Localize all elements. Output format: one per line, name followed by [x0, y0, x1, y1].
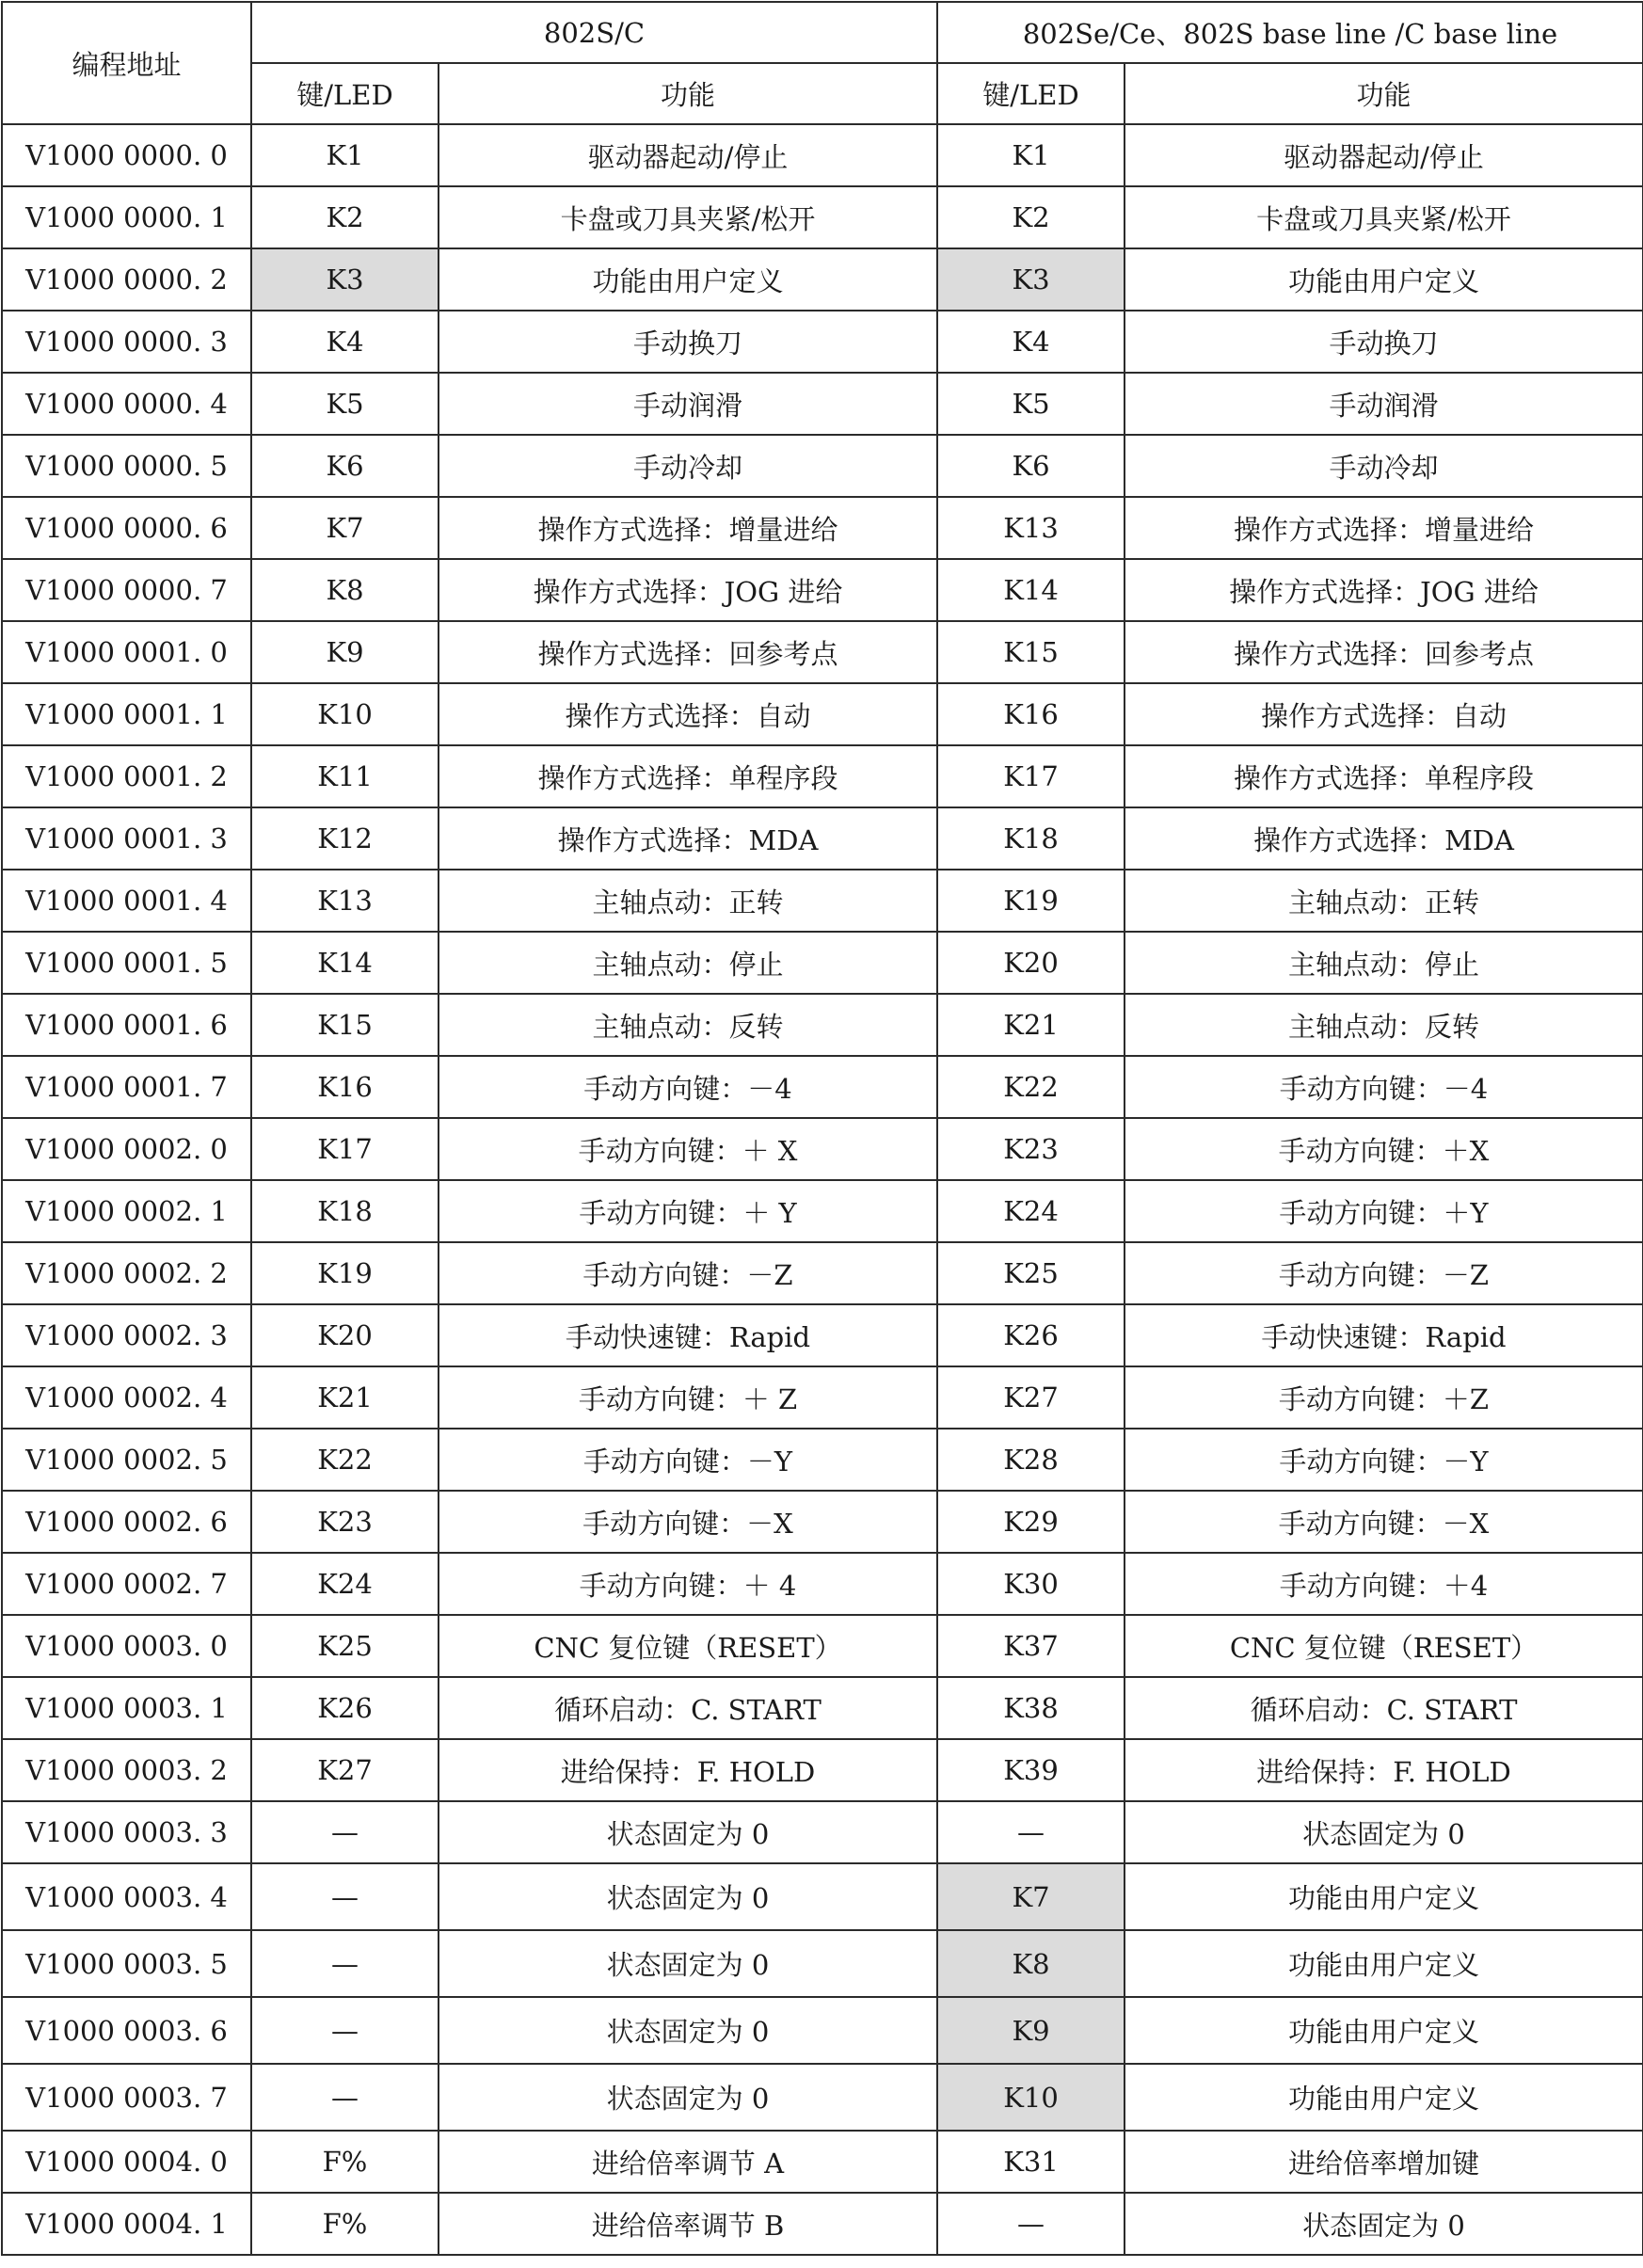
- address-cell: V1000 0004. 0: [2, 2131, 251, 2193]
- function-b-cell: 操作方式选择：自动: [1125, 683, 1643, 745]
- table-row: [2, 2131, 1643, 2193]
- function-a-cell: 操作方式选择：单程序段: [439, 745, 937, 807]
- key-led-b-cell: —: [937, 2193, 1125, 2255]
- key-led-b-cell: K23: [937, 1118, 1125, 1180]
- function-b-cell: 状态固定为 0: [1125, 1801, 1643, 1863]
- key-led-a-cell: —: [251, 1863, 439, 1930]
- function-b-cell: 主轴点动：正转: [1125, 870, 1643, 932]
- function-b-cell: 卡盘或刀具夹紧/松开: [1125, 186, 1643, 248]
- address-cell: V1000 0003. 2: [2, 1739, 251, 1801]
- function-a-cell: 手动润滑: [439, 373, 937, 435]
- table-row: [2, 435, 1643, 497]
- key-led-b-cell: K21: [937, 994, 1125, 1056]
- table-row: [2, 1242, 1643, 1304]
- table-row: [2, 1118, 1643, 1180]
- address-cell: V1000 0001. 4: [2, 870, 251, 932]
- key-led-a-cell: —: [251, 1930, 439, 1997]
- function-a-cell: 进给保持：F. HOLD: [439, 1739, 937, 1801]
- key-led-b-cell: K28: [937, 1429, 1125, 1491]
- table-row: [2, 1553, 1643, 1615]
- key-led-b-cell: K25: [937, 1242, 1125, 1304]
- table-row: [2, 1180, 1643, 1242]
- function-b-cell: 驱动器起动/停止: [1125, 124, 1643, 186]
- key-led-a-cell: K23: [251, 1491, 439, 1553]
- function-b-cell: 操作方式选择：增量进给: [1125, 497, 1643, 559]
- function-b-cell: CNC 复位键（RESET）: [1125, 1615, 1643, 1677]
- address-cell: V1000 0002. 5: [2, 1429, 251, 1491]
- table-row: [2, 1429, 1643, 1491]
- address-cell: V1000 0001. 5: [2, 932, 251, 994]
- address-cell: V1000 0002. 4: [2, 1366, 251, 1429]
- function-b-cell: 手动换刀: [1125, 311, 1643, 373]
- table-row: [2, 2064, 1643, 2131]
- function-a-cell: 操作方式选择：JOG 进给: [439, 559, 937, 621]
- key-led-b-cell: K17: [937, 745, 1125, 807]
- key-led-b-cell: K13: [937, 497, 1125, 559]
- address-cell: V1000 0000. 0: [2, 124, 251, 186]
- key-led-b-cell: K9: [937, 1997, 1125, 2064]
- address-cell: V1000 0000. 2: [2, 248, 251, 311]
- address-cell: V1000 0003. 3: [2, 1801, 251, 1863]
- header-function-b: 功能: [1125, 63, 1643, 124]
- header-function-a: 功能: [439, 63, 937, 124]
- key-led-b-cell: K19: [937, 870, 1125, 932]
- key-led-b-cell: —: [937, 1801, 1125, 1863]
- function-a-cell: 状态固定为 0: [439, 2064, 937, 2131]
- table-row: [2, 1997, 1643, 2064]
- key-led-a-cell: K21: [251, 1366, 439, 1429]
- table-row: [2, 870, 1643, 932]
- address-cell: V1000 0000. 1: [2, 186, 251, 248]
- table-row: [2, 932, 1643, 994]
- address-cell: V1000 0001. 1: [2, 683, 251, 745]
- key-led-a-cell: K7: [251, 497, 439, 559]
- function-b-cell: 手动方向键：＋4: [1125, 1553, 1643, 1615]
- key-led-b-cell: K26: [937, 1304, 1125, 1366]
- key-led-a-cell: K12: [251, 807, 439, 870]
- function-b-cell: 操作方式选择：JOG 进给: [1125, 559, 1643, 621]
- key-led-a-cell: K19: [251, 1242, 439, 1304]
- key-led-b-cell: K37: [937, 1615, 1125, 1677]
- address-cell: V1000 0002. 1: [2, 1180, 251, 1242]
- address-cell: V1000 0001. 0: [2, 621, 251, 683]
- function-a-cell: 进给倍率调节 B: [439, 2193, 937, 2255]
- function-a-cell: 进给倍率调节 A: [439, 2131, 937, 2193]
- function-a-cell: 手动冷却: [439, 435, 937, 497]
- table-row: [2, 311, 1643, 373]
- function-b-cell: 功能由用户定义: [1125, 2064, 1643, 2131]
- header-key-led-a: 键/LED: [251, 63, 439, 124]
- header-group-b: 802Se/Ce、802S base line /C base line: [937, 2, 1643, 63]
- key-led-a-cell: K25: [251, 1615, 439, 1677]
- key-led-b-cell: K2: [937, 186, 1125, 248]
- function-b-cell: 主轴点动：停止: [1125, 932, 1643, 994]
- key-led-a-cell: —: [251, 1997, 439, 2064]
- function-a-cell: 手动方向键：＋ X: [439, 1118, 937, 1180]
- key-led-a-cell: —: [251, 1801, 439, 1863]
- address-cell: V1000 0002. 3: [2, 1304, 251, 1366]
- function-b-cell: 手动方向键：＋Z: [1125, 1366, 1643, 1429]
- table-row: [2, 1491, 1643, 1553]
- header-address: 编程地址: [2, 2, 251, 124]
- address-cell: V1000 0000. 3: [2, 311, 251, 373]
- key-led-a-cell: K13: [251, 870, 439, 932]
- key-led-b-cell: K38: [937, 1677, 1125, 1739]
- table-header: [2, 2, 1643, 124]
- table-row: [2, 1801, 1643, 1863]
- key-led-a-cell: K14: [251, 932, 439, 994]
- key-led-a-cell: K17: [251, 1118, 439, 1180]
- key-led-b-cell: K6: [937, 435, 1125, 497]
- header-row-1: [2, 2, 1643, 63]
- key-led-b-cell: K39: [937, 1739, 1125, 1801]
- address-cell: V1000 0003. 6: [2, 1997, 251, 2064]
- header-group-a: 802S/C: [251, 2, 937, 63]
- address-cell: V1000 0000. 6: [2, 497, 251, 559]
- function-b-cell: 功能由用户定义: [1125, 1930, 1643, 1997]
- table-row: [2, 1677, 1643, 1739]
- function-a-cell: 手动快速键：Rapid: [439, 1304, 937, 1366]
- function-a-cell: 手动方向键：－Z: [439, 1242, 937, 1304]
- address-cell: V1000 0001. 6: [2, 994, 251, 1056]
- function-a-cell: 手动方向键：－4: [439, 1056, 937, 1118]
- function-a-cell: 状态固定为 0: [439, 1801, 937, 1863]
- function-a-cell: 手动方向键：－X: [439, 1491, 937, 1553]
- function-a-cell: 手动换刀: [439, 311, 937, 373]
- address-cell: V1000 0001. 2: [2, 745, 251, 807]
- key-led-b-cell: K3: [937, 248, 1125, 311]
- key-led-b-cell: K8: [937, 1930, 1125, 1997]
- address-cell: V1000 0003. 0: [2, 1615, 251, 1677]
- key-led-a-cell: K4: [251, 311, 439, 373]
- function-a-cell: 状态固定为 0: [439, 1997, 937, 2064]
- function-a-cell: CNC 复位键（RESET）: [439, 1615, 937, 1677]
- key-led-b-cell: K7: [937, 1863, 1125, 1930]
- key-led-a-cell: K16: [251, 1056, 439, 1118]
- table-row: [2, 1056, 1643, 1118]
- table-row: [2, 1366, 1643, 1429]
- key-led-b-cell: K27: [937, 1366, 1125, 1429]
- function-a-cell: 操作方式选择：增量进给: [439, 497, 937, 559]
- function-b-cell: 进给保持：F. HOLD: [1125, 1739, 1643, 1801]
- function-a-cell: 功能由用户定义: [439, 248, 937, 311]
- table-row: [2, 745, 1643, 807]
- table-row: [2, 248, 1643, 311]
- table-row: [2, 559, 1643, 621]
- key-led-b-cell: K22: [937, 1056, 1125, 1118]
- function-a-cell: 驱动器起动/停止: [439, 124, 937, 186]
- key-led-a-cell: K15: [251, 994, 439, 1056]
- function-b-cell: 手动冷却: [1125, 435, 1643, 497]
- address-cell: V1000 0002. 7: [2, 1553, 251, 1615]
- key-led-a-cell: K9: [251, 621, 439, 683]
- address-cell: V1000 0002. 0: [2, 1118, 251, 1180]
- key-led-a-cell: K6: [251, 435, 439, 497]
- function-a-cell: 操作方式选择：回参考点: [439, 621, 937, 683]
- function-a-cell: 手动方向键：＋ Y: [439, 1180, 937, 1242]
- table-row: [2, 124, 1643, 186]
- table-row: [2, 1304, 1643, 1366]
- table-row: [2, 1930, 1643, 1997]
- table-row: [2, 807, 1643, 870]
- function-b-cell: 操作方式选择：单程序段: [1125, 745, 1643, 807]
- table-body: [2, 124, 1643, 2255]
- function-a-cell: 状态固定为 0: [439, 1863, 937, 1930]
- function-a-cell: 主轴点动：反转: [439, 994, 937, 1056]
- key-led-b-cell: K31: [937, 2131, 1125, 2193]
- address-cell: V1000 0000. 4: [2, 373, 251, 435]
- table-row: [2, 2193, 1643, 2255]
- key-led-a-cell: K8: [251, 559, 439, 621]
- key-led-a-cell: K5: [251, 373, 439, 435]
- function-b-cell: 手动润滑: [1125, 373, 1643, 435]
- key-led-a-cell: K27: [251, 1739, 439, 1801]
- function-b-cell: 主轴点动：反转: [1125, 994, 1643, 1056]
- function-b-cell: 手动方向键：－Z: [1125, 1242, 1643, 1304]
- key-led-b-cell: K15: [937, 621, 1125, 683]
- key-led-a-cell: K3: [251, 248, 439, 311]
- key-led-a-cell: K20: [251, 1304, 439, 1366]
- function-b-cell: 循环启动：C. START: [1125, 1677, 1643, 1739]
- table-row: [2, 1863, 1643, 1930]
- function-b-cell: 功能由用户定义: [1125, 1997, 1643, 2064]
- function-b-cell: 状态固定为 0: [1125, 2193, 1643, 2255]
- function-b-cell: 手动方向键：＋X: [1125, 1118, 1643, 1180]
- function-b-cell: 功能由用户定义: [1125, 1863, 1643, 1930]
- function-a-cell: 循环启动：C. START: [439, 1677, 937, 1739]
- function-a-cell: 操作方式选择：自动: [439, 683, 937, 745]
- table-row: [2, 1739, 1643, 1801]
- function-b-cell: 手动方向键：－Y: [1125, 1429, 1643, 1491]
- key-led-b-cell: K20: [937, 932, 1125, 994]
- function-b-cell: 操作方式选择：回参考点: [1125, 621, 1643, 683]
- function-b-cell: 手动方向键：＋Y: [1125, 1180, 1643, 1242]
- function-b-cell: 手动快速键：Rapid: [1125, 1304, 1643, 1366]
- key-led-a-cell: K24: [251, 1553, 439, 1615]
- function-b-cell: 功能由用户定义: [1125, 248, 1643, 311]
- function-b-cell: 手动方向键：－4: [1125, 1056, 1643, 1118]
- function-a-cell: 状态固定为 0: [439, 1930, 937, 1997]
- function-a-cell: 卡盘或刀具夹紧/松开: [439, 186, 937, 248]
- key-led-b-cell: K18: [937, 807, 1125, 870]
- key-led-b-cell: K1: [937, 124, 1125, 186]
- table-row: [2, 186, 1643, 248]
- table-row: [2, 1615, 1643, 1677]
- function-b-cell: 手动方向键：－X: [1125, 1491, 1643, 1553]
- table-row: [2, 373, 1643, 435]
- address-cell: V1000 0003. 5: [2, 1930, 251, 1997]
- function-a-cell: 手动方向键：－Y: [439, 1429, 937, 1491]
- key-led-b-cell: K24: [937, 1180, 1125, 1242]
- address-cell: V1000 0003. 1: [2, 1677, 251, 1739]
- address-mapping-table: [1, 1, 1643, 2256]
- key-led-b-cell: K29: [937, 1491, 1125, 1553]
- key-led-b-cell: K16: [937, 683, 1125, 745]
- key-led-a-cell: K26: [251, 1677, 439, 1739]
- address-cell: V1000 0002. 2: [2, 1242, 251, 1304]
- address-cell: V1000 0002. 6: [2, 1491, 251, 1553]
- header-key-led-b: 键/LED: [937, 63, 1125, 124]
- function-b-cell: 操作方式选择：MDA: [1125, 807, 1643, 870]
- key-led-b-cell: K14: [937, 559, 1125, 621]
- key-led-a-cell: K2: [251, 186, 439, 248]
- table-row: [2, 497, 1643, 559]
- function-a-cell: 操作方式选择：MDA: [439, 807, 937, 870]
- table-row: [2, 683, 1643, 745]
- address-cell: V1000 0000. 7: [2, 559, 251, 621]
- address-cell: V1000 0003. 7: [2, 2064, 251, 2131]
- function-a-cell: 主轴点动：停止: [439, 932, 937, 994]
- function-a-cell: 手动方向键：＋ 4: [439, 1553, 937, 1615]
- key-led-b-cell: K4: [937, 311, 1125, 373]
- function-b-cell: 进给倍率增加键: [1125, 2131, 1643, 2193]
- address-cell: V1000 0003. 4: [2, 1863, 251, 1930]
- function-a-cell: 手动方向键：＋ Z: [439, 1366, 937, 1429]
- key-led-a-cell: K1: [251, 124, 439, 186]
- table-row: [2, 994, 1643, 1056]
- table-row: [2, 621, 1643, 683]
- key-led-b-cell: K30: [937, 1553, 1125, 1615]
- address-cell: V1000 0001. 3: [2, 807, 251, 870]
- address-cell: V1000 0001. 7: [2, 1056, 251, 1118]
- key-led-a-cell: K18: [251, 1180, 439, 1242]
- key-led-a-cell: —: [251, 2064, 439, 2131]
- address-cell: V1000 0004. 1: [2, 2193, 251, 2255]
- key-led-a-cell: K22: [251, 1429, 439, 1491]
- key-led-a-cell: F%: [251, 2193, 439, 2255]
- function-a-cell: 主轴点动：正转: [439, 870, 937, 932]
- key-led-a-cell: K10: [251, 683, 439, 745]
- address-cell: V1000 0000. 5: [2, 435, 251, 497]
- key-led-b-cell: K10: [937, 2064, 1125, 2131]
- key-led-a-cell: F%: [251, 2131, 439, 2193]
- key-led-b-cell: K5: [937, 373, 1125, 435]
- key-led-a-cell: K11: [251, 745, 439, 807]
